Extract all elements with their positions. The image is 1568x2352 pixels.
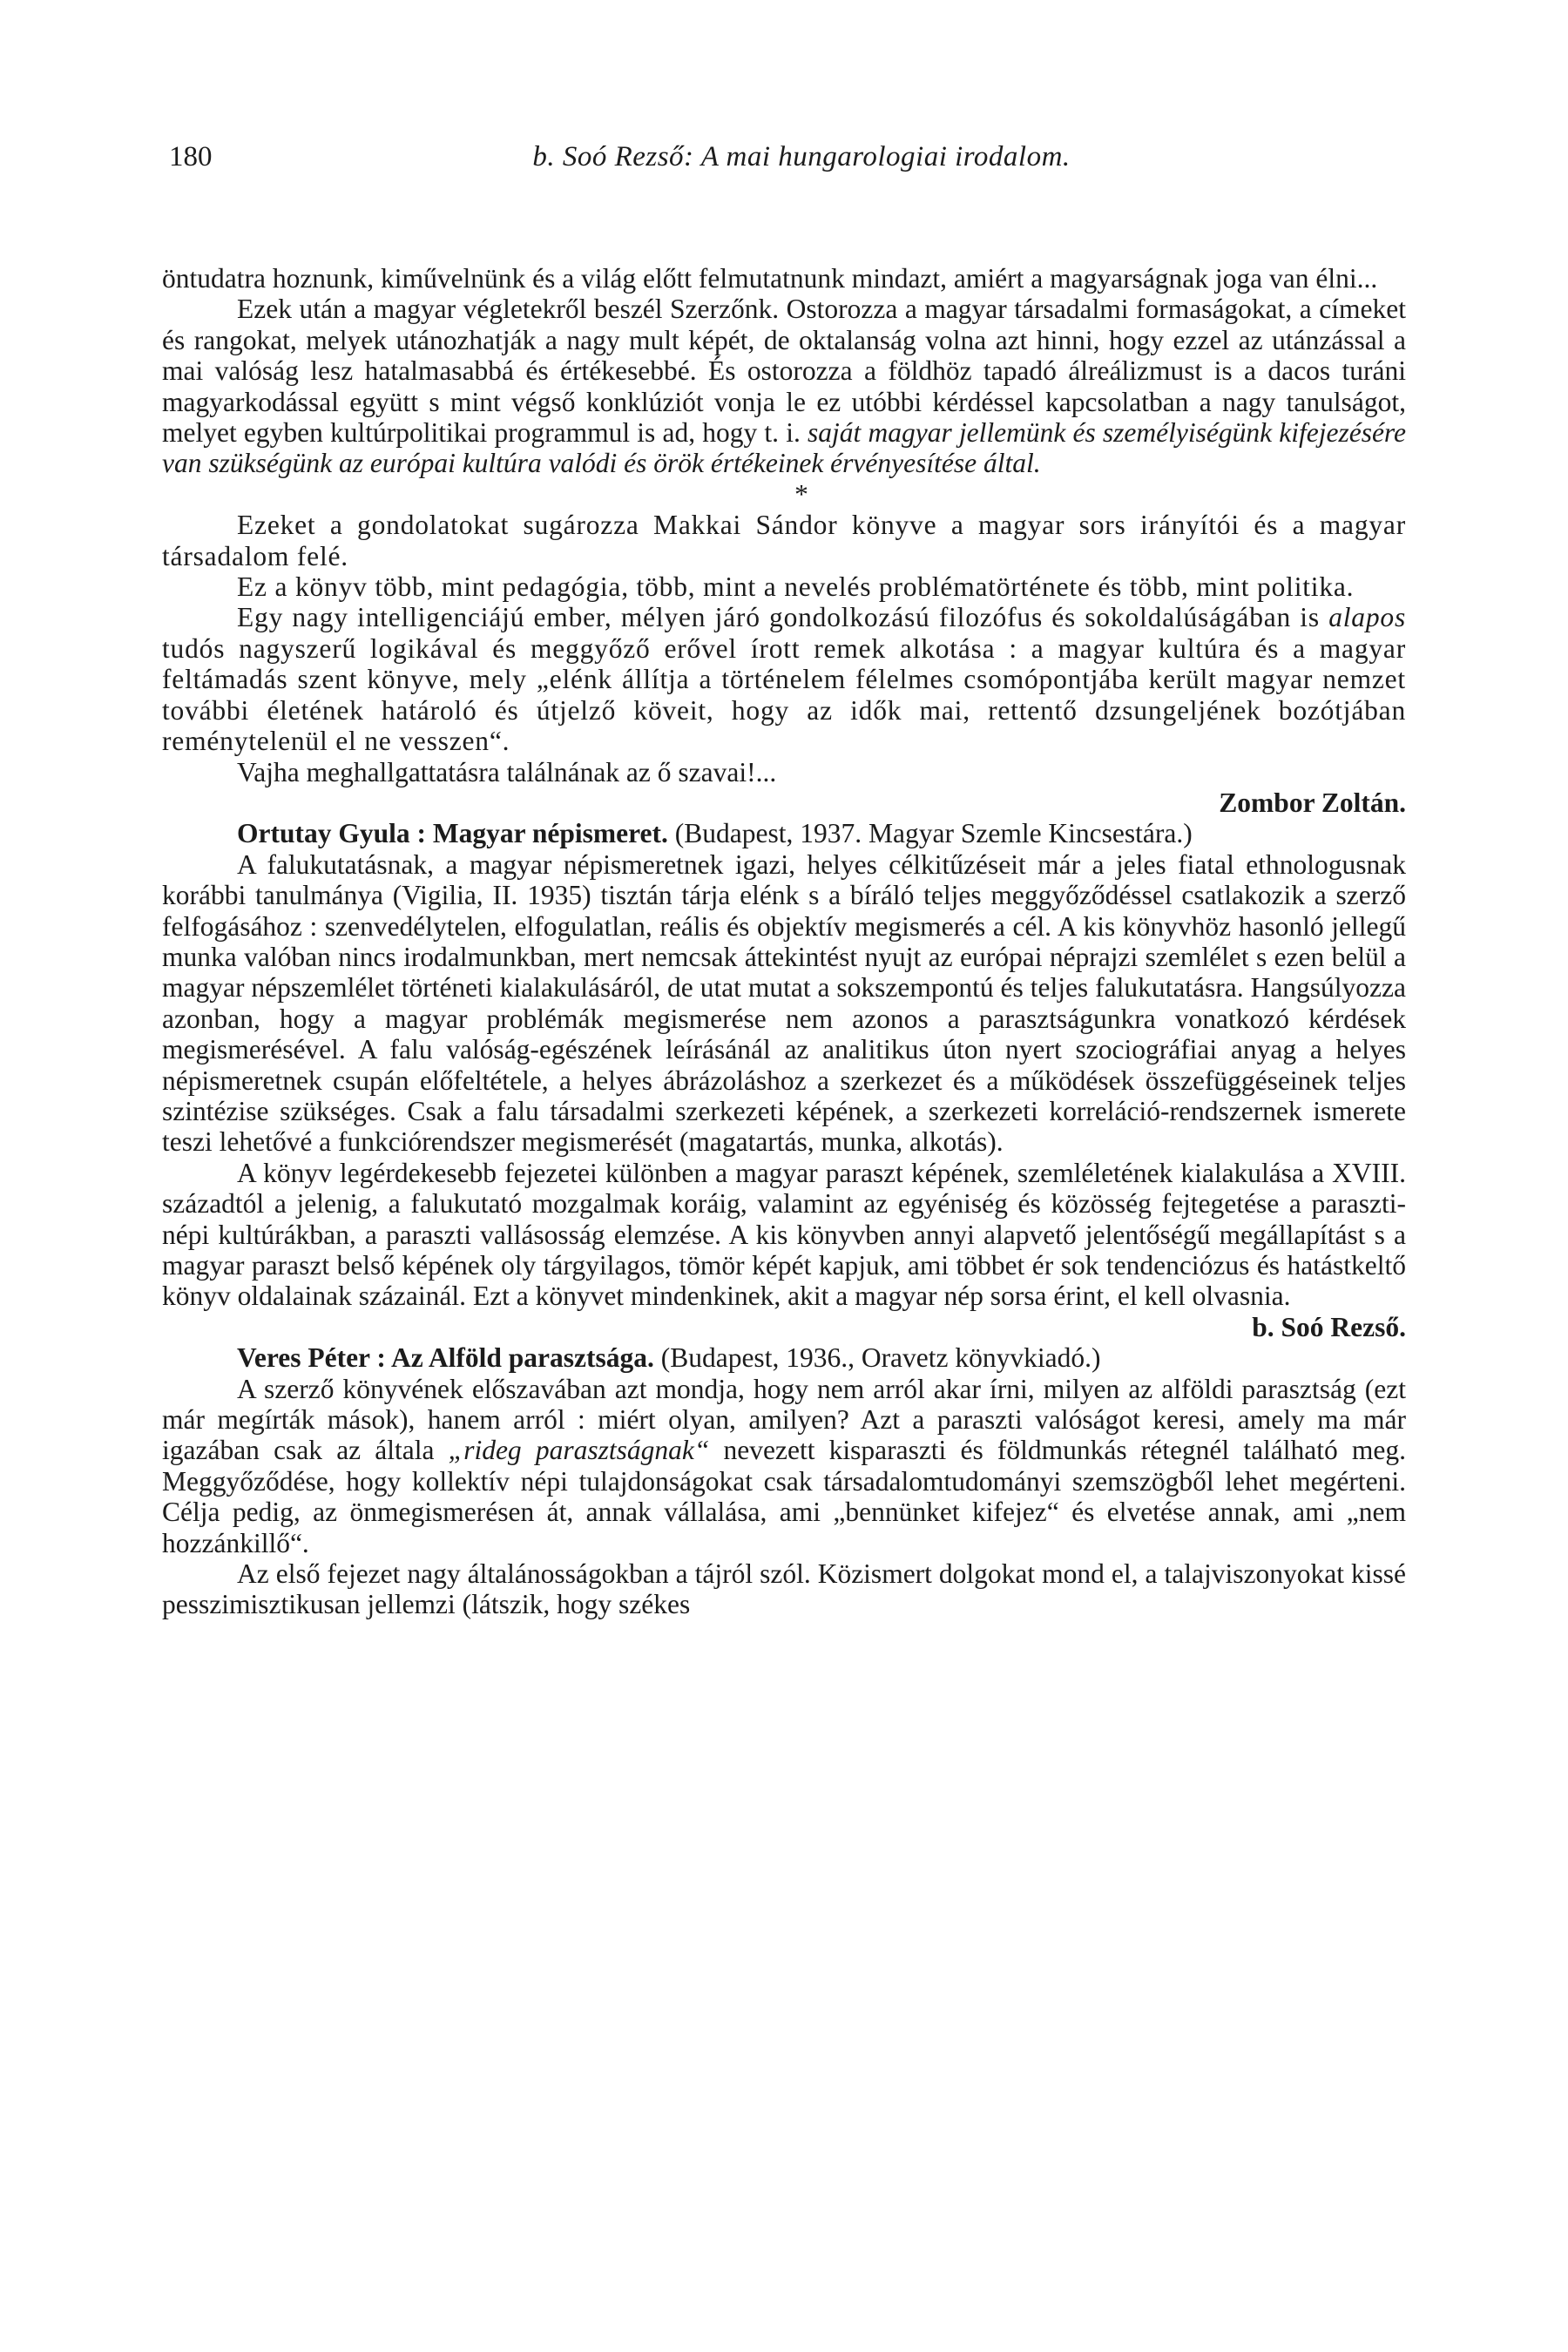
- review-paragraph: [162, 1374, 1406, 1558]
- italic-quote: saját magyar jellemünk és személyiségünk kifejezésére van szükségünk az európai kultúra valódi és örök értékeinek érvényesítése által.: [162, 417, 1406, 479]
- review-signature: Zombor Zoltán.: [1219, 787, 1406, 818]
- paragraph-vegletek: [162, 294, 1406, 478]
- paragraph-continuation: öntudatra hoznunk, kiművelnünk és a világ előtt felmutatnunk mindazt, amiért a magyarságnak joga van élni...: [162, 263, 1378, 294]
- paragraph-text: Ezek után a magyar végletekről beszél Szerzőnk. Ostorozza a magyar társadalmi formaságokat, a címeket és rangokat, melyek utánozhatják a nagy mult képét, de oktalanság volna azt hinni, hogy ezzel az utánzással a mai valóság lesz hatalmasabbá és értékesebbé. És ostorozza a földhöz tapadó álreálizmust is a dacos turáni magyarkodással együtt s mint végső konklúziót vonja le ez utóbbi kérdéssel kapcsolatban a nagy tanulságot, melyet egyben kultúrpolitikai programmul is ad, hogy t. i.: [162, 294, 1406, 449]
- book-publication: (Budapest, 1937. Magyar Szemle Kincsestára.): [674, 818, 1193, 849]
- main-text: [162, 263, 1406, 1620]
- italic-quote: „rideg parasztságnak“: [448, 1435, 710, 1466]
- review-paragraph: A falukutatásnak, a magyar népismeretnek igazi, helyes célkitűzéseit már a jeles fiatal ethnologusnak korábbi tanulmánya (Vigilia, II. 1935) tisztán tárja elénk s a bíráló teljes meggyőződéssel csatlakozik a szerző felfogásához : szenvedélytelen, elfogulatlan, reális és objektív megismerés a cél. A kis könyvhöz hasonló jellegű munka valóban nincs irodalmunkban, mert nemcsak áttekintést nyujt az európai néprajzi szemlélet s ezen belül a magyar népszemlélet történeti kialakulásáról, de utat mutat a sokszempontú és teljes falukutatásra. Hangsúlyozza azonban, hogy a magyar problémák megismerése nem azonos a parasztságunkra vonatkozó kérdések megismerésével. A falu valóság-egészének leírásánál az analitikus úton nyert szociográfiai anyag a helyes népismeretnek csupán előfeltétele, a helyes ábrázoláshoz a szerkezet és a működések összefüggéseinek teljes szintézise szükséges. Csak a falu társadalmi szerkezeti képének, a szerkezeti korreláció-rendszernek ismerete teszi lehetővé a funkciórendszer megismerését (magatartás, munka, alkotás).: [162, 848, 1406, 1158]
- running-header: [162, 131, 1406, 183]
- page-number: 180: [169, 141, 213, 172]
- paragraph-alkotas: [162, 602, 1406, 756]
- paragraph-text: Egy nagy intelligenciájú ember, mélyen járó gondolkozású filozófus és sokoldalúságában is: [237, 602, 1320, 633]
- section-asterisk: *: [794, 478, 808, 510]
- paragraph-text: nevezett kisparaszti és földmunkás rétegnél található meg. Meggyőződése, hogy kollektív népi tulajdonságokat csak társadalomtudományi szemszögből lehet megérteni. Célja pedig, az önmegismerésen át, annak vállalása, ami „bennünket kifejez“ és elvetése annak, ami „nem hozzánkillő“.: [162, 1435, 1407, 1558]
- review-paragraph: A könyv legérdekesebb fejezetei különben a magyar paraszt képének, szemléletének kialakulása a XVIII. századtól a jelenig, a falukutató mozgalmak koráig, valamint az egyéniség és közösség fejtegetése a paraszti-népi kultúrákban, a paraszti vallásosság elemzése. A kis könyvben annyi alapvető jelentőségű megállapítást s a magyar paraszt belső képének oly tárgyilagos, tömör képét kapjuk, ami többet ér sok tendenciózus és hatástkeltő könyv oldalainak százainál. Ezt a könyvet mindenkinek, akit a magyar nép sorsa érint, el kell olvasnia.: [162, 1157, 1406, 1312]
- italic-word: alapos: [1328, 602, 1406, 633]
- review-title-veres: [162, 1342, 1406, 1373]
- review-paragraph: Az első fejezet nagy általánosságokban a tájról szól. Közismert dolgokat mond el, a talajviszonyokat kissé pesszimisztikusan jellemzi (látszik, hogy székes: [162, 1558, 1406, 1620]
- paragraph-konyv: Ez a könyv több, mint pedagógia, több, mint a nevelés problématörténete és több, mint politika.: [237, 571, 1355, 603]
- paragraph-vajha: Vajha meghallgattatásra találnának az ő szavai!...: [237, 756, 777, 787]
- book-publication: (Budapest, 1936., Oravetz könyvkiadó.): [660, 1342, 1101, 1374]
- book-title: Ortutay Gyula : Magyar népismeret.: [237, 818, 668, 849]
- running-title: b. Soó Rezső: A mai hungarologiai irodalom.: [532, 141, 1071, 172]
- review-signature: b. Soó Rezső.: [1252, 1311, 1406, 1342]
- paragraph-gondolatok: Ezeket a gondolatokat sugározza Makkai Sándor könyve a magyar sors irányítói és a magyar társadalom felé.: [162, 510, 1406, 571]
- paragraph-text: tudós nagyszerű logikával és meggyőző erővel írott remek alkotása : a magyar kultúra és a magyar feltámadás szent könyve, mely „elénk állítja a történelem félelmes csomópontjába került magyar nemzet további életének határoló és útjelző köveit, hogy az idők mai, rettentő dzsungeljének bozótjában reménytelenül el ne vesszen“.: [162, 632, 1406, 757]
- paragraph-text: A szerző könyvének előszavában azt mondja, hogy nem arról akar írni, milyen az alföldi parasztság (ezt már megírták mások), hanem arról : miért olyan, amilyen? Azt a paraszti valóságot keresi, amely ma már igazában csak az általa: [162, 1373, 1406, 1466]
- book-title: Veres Péter : Az Alföld parasztsága.: [237, 1342, 654, 1374]
- document-page: [162, 131, 1406, 1620]
- review-title-ortutay: [162, 818, 1406, 848]
